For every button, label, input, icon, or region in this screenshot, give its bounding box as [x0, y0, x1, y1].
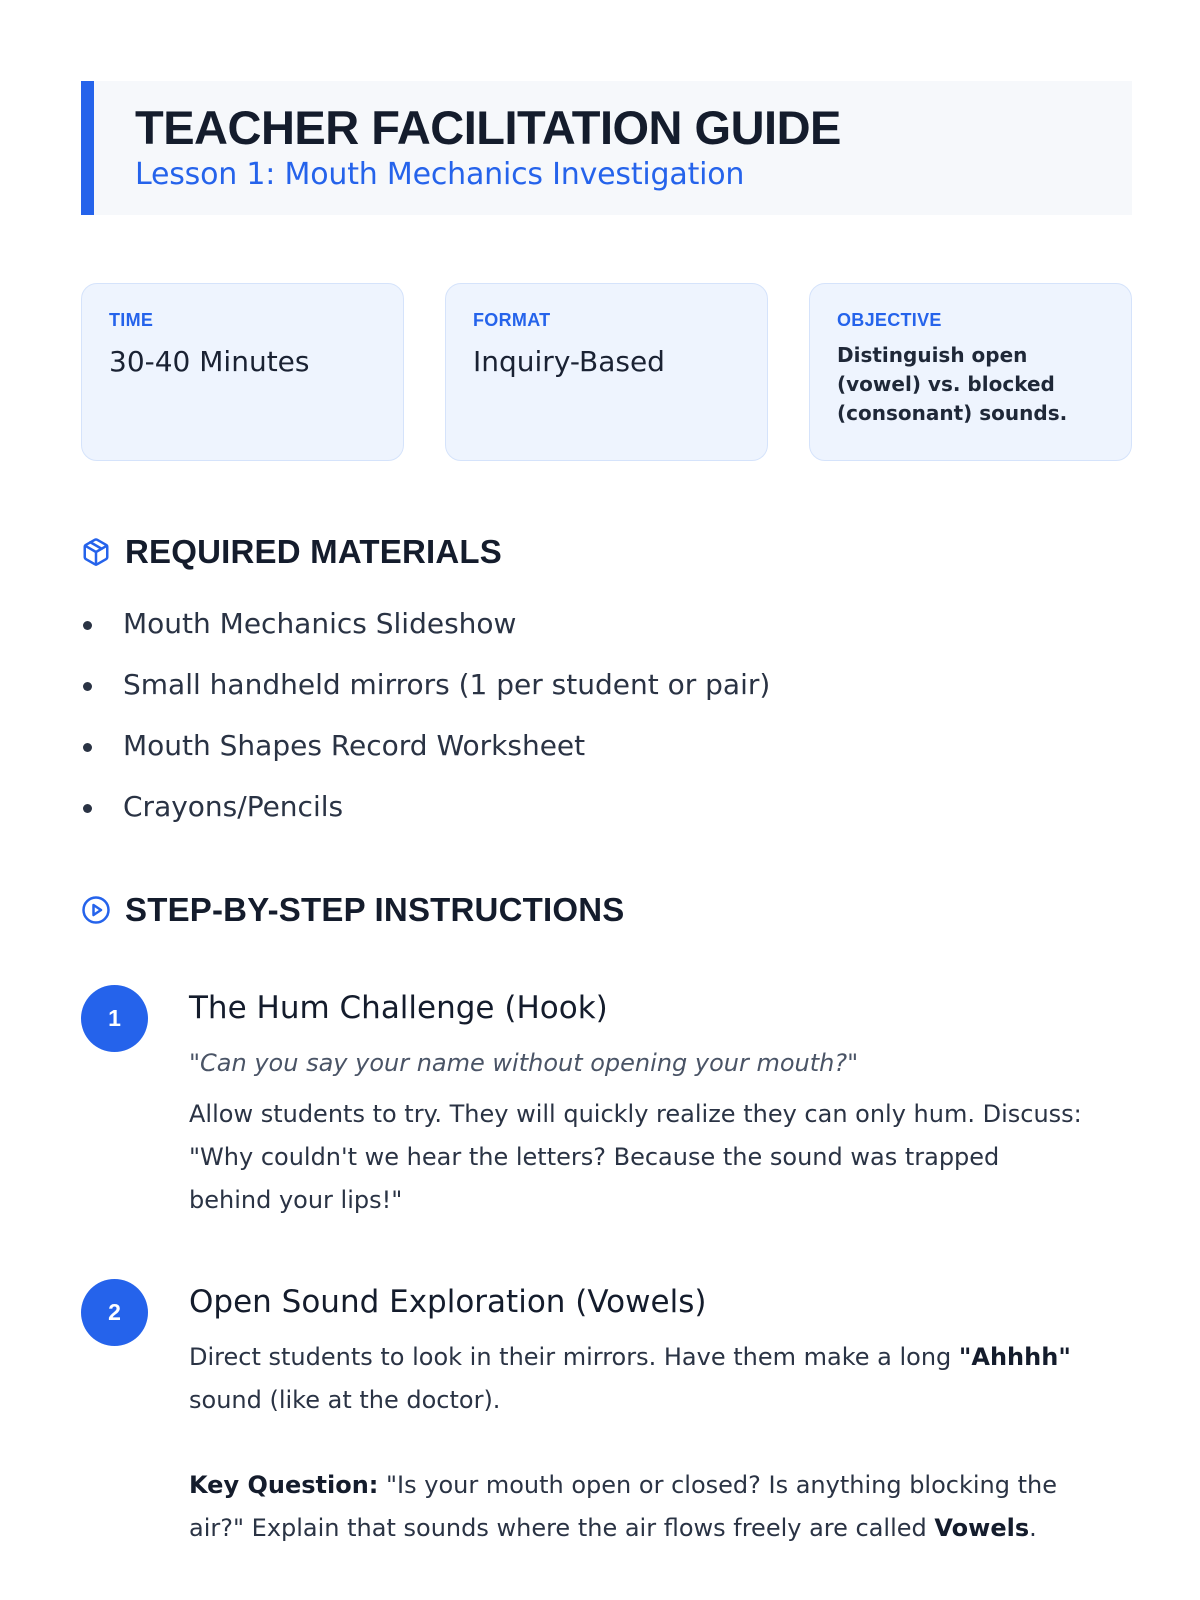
step-body: Allow students to try. They will quickly realize they can only hum. Discuss: "Why couldn't we hear the letters? Because the sound was trapped behind your lips!": [189, 1100, 1082, 1214]
list-item: Mouth Mechanics Slideshow: [81, 607, 1132, 641]
step-number-badge: 1: [81, 985, 148, 1052]
materials-list: [81, 607, 1132, 824]
materials-heading: [81, 533, 1132, 571]
time-value: 30-40 Minutes: [109, 345, 310, 378]
objective-label: OBJECTIVE: [837, 310, 942, 330]
step-body-text: sound (like at the doctor).: [189, 1386, 501, 1414]
list-item: Small handheld mirrors (1 per student or pair): [81, 668, 1132, 702]
time-card: [81, 283, 404, 461]
package-icon: [81, 537, 111, 567]
objective-card: [809, 283, 1132, 461]
format-card: [445, 283, 768, 461]
list-item: Mouth Shapes Record Worksheet: [81, 729, 1132, 763]
key-question-end: .: [1029, 1514, 1037, 1542]
step-quote: "Can you say your name without opening your mouth?": [189, 1049, 859, 1077]
key-question-text: "Is your mouth open or closed? Is anything blocking the air?" Explain that sounds where the air flows freely are called: [189, 1471, 1057, 1542]
emphasis-text: "Ahhhh": [958, 1343, 1071, 1371]
step-body: [189, 1336, 1089, 1422]
materials-title: REQUIRED MATERIALS: [125, 533, 502, 570]
step-title: Open Sound Exploration (Vowels): [189, 1284, 707, 1320]
play-circle-icon: [81, 895, 111, 925]
list-item: Crayons/Pencils: [81, 790, 1132, 824]
format-value: Inquiry-Based: [473, 345, 665, 378]
lesson-subtitle: Lesson 1: Mouth Mechanics Investigation: [135, 157, 745, 192]
page-title: TEACHER FACILITATION GUIDE: [135, 101, 841, 154]
guide-header: [81, 81, 1132, 215]
step-title: The Hum Challenge (Hook): [189, 990, 608, 1026]
step-1: [81, 985, 1132, 1222]
key-question: [189, 1464, 1089, 1550]
objective-value: Distinguish open (vowel) vs. blocked (consonant) sounds.: [837, 343, 1068, 425]
info-cards: [81, 283, 1132, 461]
time-label: TIME: [109, 310, 154, 330]
step-2: [81, 1279, 1132, 1550]
step-body-text: Direct students to look in their mirrors. Have them make a long: [189, 1343, 959, 1371]
instructions-heading: [81, 891, 1132, 929]
format-label: FORMAT: [473, 310, 551, 330]
instructions-title: STEP-BY-STEP INSTRUCTIONS: [125, 891, 625, 928]
emphasis-text: Vowels: [934, 1514, 1030, 1542]
header-accent-bar: [81, 81, 94, 215]
step-number-badge: 2: [81, 1279, 148, 1346]
key-question-label: Key Question:: [189, 1471, 379, 1499]
